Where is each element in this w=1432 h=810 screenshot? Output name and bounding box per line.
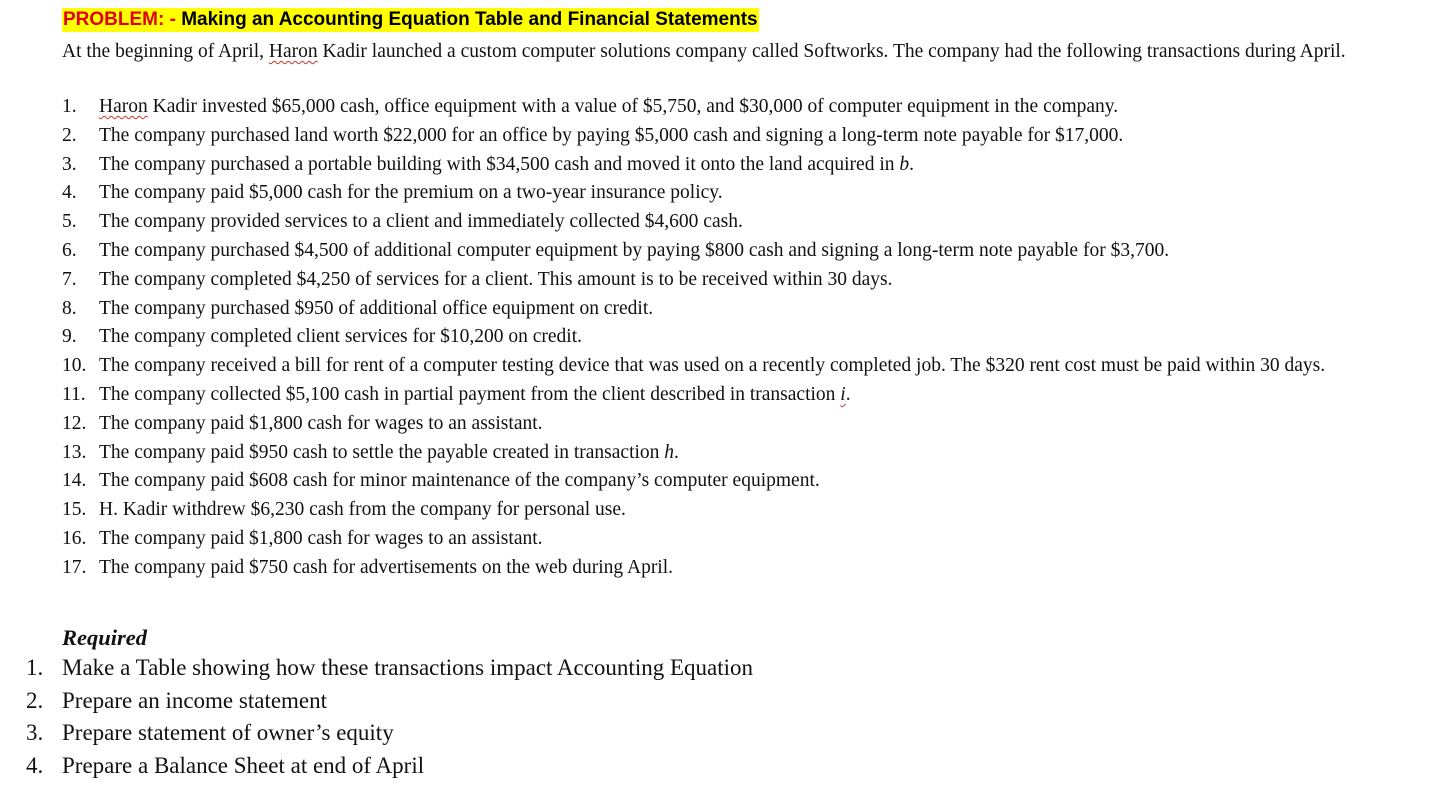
intro-paragraph xyxy=(62,40,1362,65)
item-number: 17. xyxy=(62,556,87,578)
problem-title xyxy=(62,8,759,32)
transaction-ref: b xyxy=(899,153,910,175)
item-number: 12. xyxy=(62,412,87,434)
transaction-item xyxy=(62,441,1362,466)
required-item xyxy=(26,719,753,747)
item-number: 1. xyxy=(26,655,44,680)
item-number: 2. xyxy=(62,124,77,146)
item-number: 3. xyxy=(26,720,44,745)
intro-text-end: Kadir launched a custom computer solutions company called Softworks. The company had the following transactions during April. xyxy=(317,41,1346,62)
item-text-body: The company purchased a portable building with $34,500 cash and moved it onto the land acquired in xyxy=(99,153,900,175)
transaction-item xyxy=(62,556,1362,581)
transaction-ref: i xyxy=(840,383,846,405)
item-text: The company completed $4,250 of services for a client. This amount is to be received within 30 days. xyxy=(99,268,893,290)
transaction-ref: h xyxy=(664,441,675,463)
item-number: 5. xyxy=(62,211,77,233)
problem-label: PROBLEM: xyxy=(63,9,165,30)
item-number: 7. xyxy=(62,268,77,290)
item-number: 16. xyxy=(62,527,87,549)
item-text: Prepare a Balance Sheet at end of April xyxy=(62,752,425,778)
item-text: The company paid $1,800 cash for wages to an assistant. xyxy=(99,527,543,549)
item-number: 8. xyxy=(62,297,77,319)
item-text: The company provided services to a client and immediately collected $4,600 cash. xyxy=(99,211,743,233)
item-number: 13. xyxy=(62,441,87,463)
transaction-item xyxy=(62,527,1362,552)
item-number: 6. xyxy=(62,239,77,261)
transaction-item xyxy=(62,210,1362,235)
item-text xyxy=(99,383,1362,408)
item-number: 4. xyxy=(62,182,77,204)
item-text xyxy=(99,441,1362,466)
item-text-end: . xyxy=(909,153,915,175)
item-text: The company purchased land worth $22,000 for an office by paying $5,000 cash and signing a long-term note payable for $17,000. xyxy=(99,124,1124,146)
problem-dash: - xyxy=(169,9,176,30)
item-number: 1. xyxy=(62,96,77,117)
item-number: 4. xyxy=(26,752,44,778)
item-text: H. Kadir withdrew $6,230 cash from the company for personal use. xyxy=(99,499,626,521)
item-number: 11. xyxy=(62,383,86,405)
transaction-item xyxy=(62,297,1362,322)
item-text xyxy=(99,95,1362,120)
transaction-item xyxy=(62,383,1362,408)
required-item xyxy=(26,752,753,780)
item-text: Make a Table showing how these transactions impact Accounting Equation xyxy=(62,655,753,680)
required-list xyxy=(26,654,753,784)
transaction-item xyxy=(62,268,1362,293)
item-text-body: The company paid $950 cash to settle the payable created in transaction xyxy=(99,441,665,463)
item-text-body: The company collected $5,100 cash in partial payment from the client described in transaction xyxy=(99,383,841,405)
item-text-rest: Kadir invested $65,000 cash, office equipment with a value of $5,750, and $30,000 of computer equipment in the company. xyxy=(147,96,1119,117)
item-number: 14. xyxy=(62,470,87,492)
item-number: 9. xyxy=(62,326,77,348)
item-text: Prepare an income statement xyxy=(62,687,328,713)
item-text: The company paid $5,000 cash for the premium on a two-year insurance policy. xyxy=(99,182,723,204)
required-item xyxy=(26,687,753,715)
item-number: 15. xyxy=(62,499,87,521)
transaction-item xyxy=(62,498,1362,523)
transaction-item xyxy=(62,95,1362,120)
transaction-item xyxy=(62,124,1362,149)
item-text: The company paid $608 cash for minor maintenance of the company’s computer equipment. xyxy=(99,470,820,492)
problem-heading: Making an Accounting Equation Table and Financial Statements xyxy=(181,9,758,30)
spellcheck-word: Haron xyxy=(268,41,318,62)
item-text: The company purchased $950 of additional office equipment on credit. xyxy=(99,297,654,319)
item-text: The company purchased $4,500 of additional computer equipment by paying $800 cash and signing a long-term note payable for $3,700. xyxy=(99,239,1170,261)
item-number: 3. xyxy=(62,153,77,175)
item-text-end: . xyxy=(845,383,851,405)
transaction-item xyxy=(62,153,1362,178)
item-text-end: . xyxy=(674,441,679,463)
item-text: Prepare statement of owner’s equity xyxy=(62,720,394,745)
transaction-item xyxy=(62,325,1362,350)
transaction-item xyxy=(62,469,1362,494)
item-text: The company completed client services for $10,200 on credit. xyxy=(99,326,583,348)
intro-text-start: At the beginning of April, xyxy=(62,41,269,62)
required-heading: Required xyxy=(62,625,148,650)
item-text xyxy=(99,153,1362,178)
item-text: The company paid $750 cash for advertisements on the web during April. xyxy=(99,556,674,578)
transaction-list xyxy=(62,95,1362,585)
item-text: The company paid $1,800 cash for wages to an assistant. xyxy=(99,412,543,434)
transaction-item xyxy=(62,354,1362,379)
item-number: 10. xyxy=(62,355,87,377)
required-item xyxy=(26,654,753,682)
item-number: 2. xyxy=(26,687,44,713)
transaction-item xyxy=(62,412,1362,437)
spellcheck-word: Haron xyxy=(99,96,148,117)
transaction-item xyxy=(62,181,1362,206)
item-text: The company received a bill for rent of a computer testing device that was used on a recently completed job. The $320 rent cost must be paid within 30 days. xyxy=(99,355,1326,377)
transaction-item xyxy=(62,239,1362,264)
